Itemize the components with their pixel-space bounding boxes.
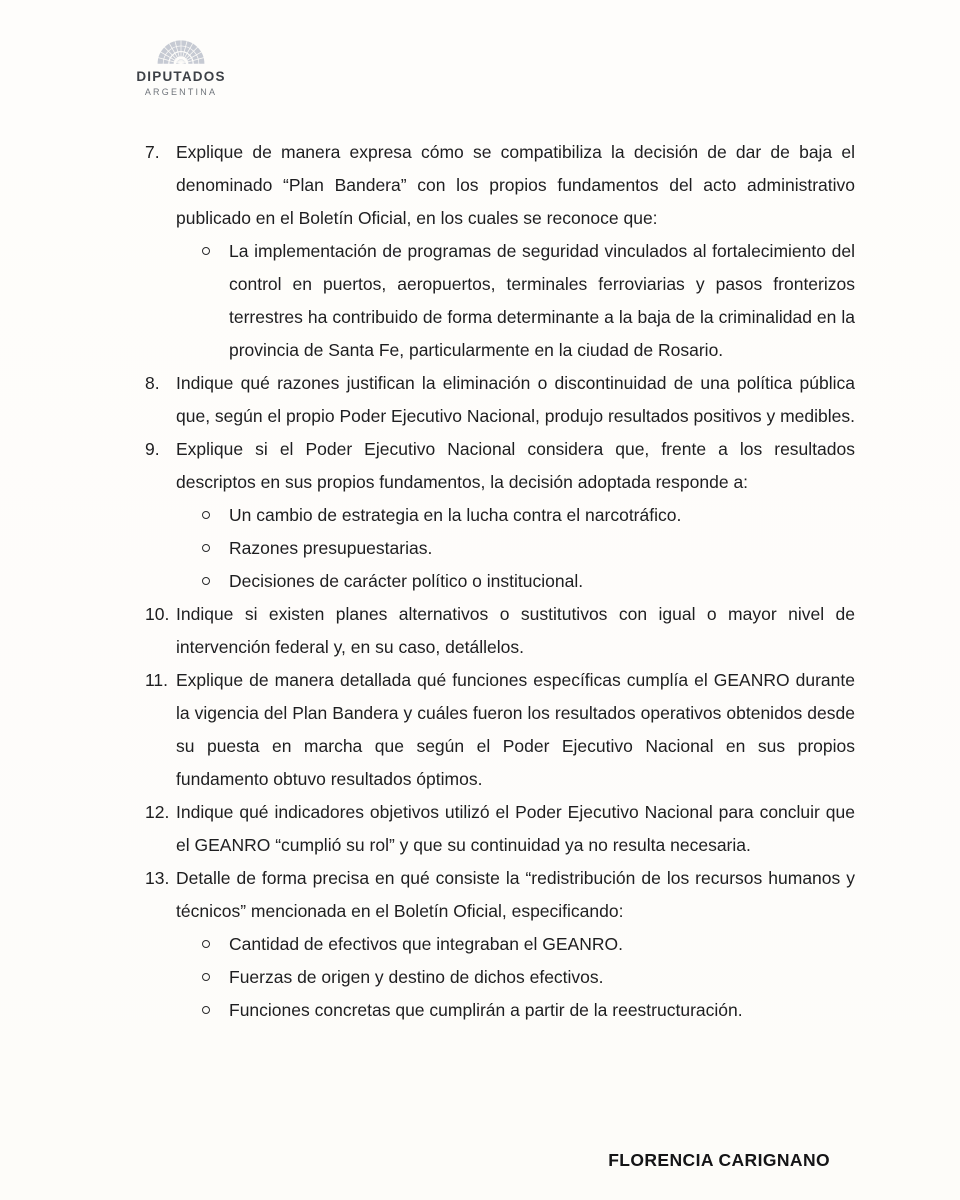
item-number: 8. <box>145 373 160 393</box>
logo-title: DIPUTADOS <box>136 69 226 84</box>
item-text: Indique si existen planes alternativos o sustitutivos con igual o mayor nivel de intervención federal y, en su caso, detállelos. <box>176 604 855 657</box>
list-item <box>145 796 855 862</box>
bullet-item <box>199 994 855 1027</box>
item-number: 7. <box>145 142 160 162</box>
bullet-item <box>199 928 855 961</box>
item-body <box>176 433 855 598</box>
bullet-text: Cantidad de efectivos que integraban el GEANRO. <box>229 934 623 954</box>
dome-arch-icon <box>155 36 207 66</box>
item-text: Detalle de forma precisa en qué consiste la “redistribución de los recursos humanos y técnicos” mencionada en el Boletín Oficial, especificando: <box>176 868 855 921</box>
bullet-item <box>199 961 855 994</box>
list-item <box>145 433 855 598</box>
list-item <box>145 862 855 1027</box>
bullet-list <box>176 499 855 598</box>
circle-bullet-icon <box>199 565 229 598</box>
circle-bullet-icon <box>199 961 229 994</box>
question-list <box>145 136 855 1027</box>
item-text: Indique qué indicadores objetivos utilizó el Poder Ejecutivo Nacional para concluir que el GEANRO “cumplió su rol” y que su continuidad ya no resulta necesaria. <box>176 802 855 855</box>
item-body <box>176 796 855 862</box>
bullet-text: La implementación de programas de seguridad vinculados al fortalecimiento del control en puertos, aeropuertos, terminales ferroviarias y pasos fronterizos terrestres ha contribuido de forma determinante a la baja de la criminalidad en la provincia de Santa Fe, particularmente en la ciudad de Rosario. <box>229 241 855 360</box>
item-number: 13. <box>145 868 170 888</box>
bullet-item <box>199 565 855 598</box>
item-body <box>176 862 855 1027</box>
item-text: Indique qué razones justifican la eliminación o discontinuidad de una política pública que, según el propio Poder Ejecutivo Nacional, produjo resultados positivos y medibles. <box>176 373 856 426</box>
logo-subtitle: ARGENTINA <box>144 86 218 97</box>
circle-bullet-icon <box>199 532 229 565</box>
circle-bullet-icon <box>199 235 229 268</box>
list-item <box>145 598 855 664</box>
bullet-text: Decisiones de carácter político o institucional. <box>229 571 584 591</box>
list-item <box>145 367 855 433</box>
bullet-text: Un cambio de estrategia en la lucha contra el narcotráfico. <box>229 505 682 525</box>
bullet-item <box>199 235 855 367</box>
diputados-logo <box>131 36 231 98</box>
item-body <box>176 598 855 664</box>
item-body <box>176 664 855 796</box>
item-body <box>176 367 855 433</box>
item-text: Explique de manera detallada qué funciones específicas cumplía el GEANRO durante la vigencia del Plan Bandera y cuáles fueron los resultados operativos obtenidos desde su puesta en marcha que según el Poder Ejecutivo Nacional en sus propios fundamento obtuvo resultados óptimos. <box>176 670 855 789</box>
list-item <box>145 136 855 367</box>
bullet-item <box>199 532 855 565</box>
signature-name: FLORENCIA CARIGNANO <box>608 1150 830 1170</box>
circle-bullet-icon <box>199 994 229 1027</box>
bullet-text: Fuerzas de origen y destino de dichos efectivos. <box>229 967 604 987</box>
circle-bullet-icon <box>199 928 229 961</box>
bullet-item <box>199 499 855 532</box>
item-number: 12. <box>145 802 170 822</box>
circle-bullet-icon <box>199 499 229 532</box>
list-item <box>145 664 855 796</box>
bullet-list <box>176 235 855 367</box>
item-number: 10. <box>145 604 170 624</box>
item-number: 9. <box>145 439 160 459</box>
item-number: 11. <box>145 670 169 690</box>
bullet-text: Razones presupuestarias. <box>229 538 433 558</box>
item-text: Explique de manera expresa cómo se compatibiliza la decisión de dar de baja el denominado “Plan Bandera” con los propios fundamentos del acto administrativo publicado en el Boletín Oficial, en los cuales se reconoce que: <box>176 142 855 228</box>
item-body <box>176 136 855 367</box>
item-text: Explique si el Poder Ejecutivo Nacional considera que, frente a los resultados descriptos en sus propios fundamentos, la decisión adoptada responde a: <box>176 439 855 492</box>
bullet-list <box>176 928 855 1027</box>
bullet-text: Funciones concretas que cumplirán a partir de la reestructuración. <box>229 1000 743 1020</box>
